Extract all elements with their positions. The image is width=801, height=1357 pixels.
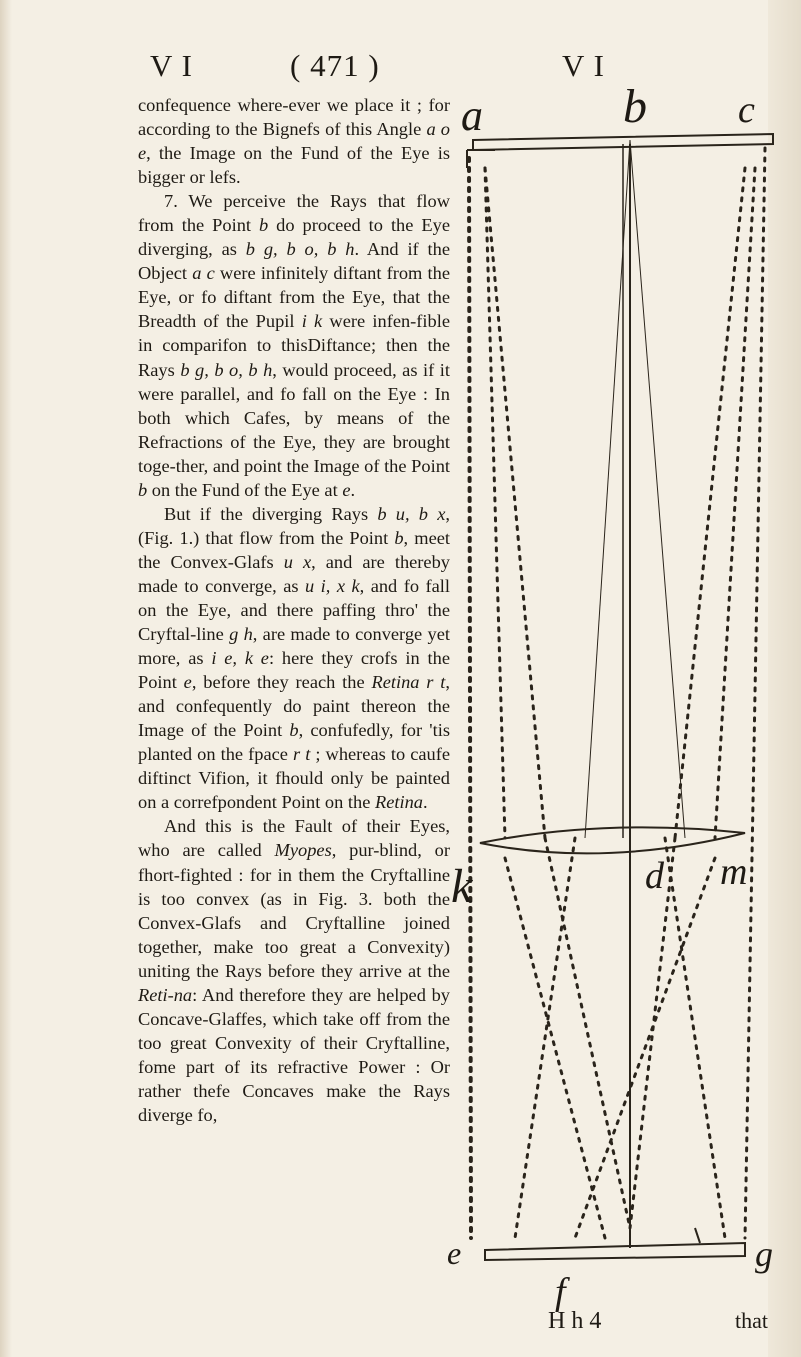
italic-term: Retina <box>374 792 423 813</box>
italic-term: Reti-na <box>138 984 193 1005</box>
ray-b-right <box>630 140 685 838</box>
ray-cross-1 <box>505 858 605 1238</box>
italic-term: e <box>342 479 351 500</box>
italic-term: a o e <box>138 119 450 164</box>
italic-term: Myopes <box>274 840 332 861</box>
bracket-a <box>467 150 495 168</box>
convex-glass-ux <box>480 827 745 853</box>
italic-term: Retina r t <box>371 672 446 693</box>
figure-label-g: g <box>755 1234 773 1274</box>
italic-term: b <box>394 527 404 548</box>
italic-term: b <box>138 479 148 500</box>
figure-label-a: a <box>461 91 483 140</box>
italic-term: g h <box>229 624 253 645</box>
italic-term: u i, x k <box>304 575 360 596</box>
ray-diagram <box>447 78 775 1313</box>
ray-left-outer <box>469 158 471 1238</box>
page-number: ( 471 ) <box>290 48 380 83</box>
figure-label-f: f <box>555 1271 566 1313</box>
optics-figure <box>447 78 775 1313</box>
figure-label-c: c <box>738 89 755 131</box>
header-left: V I <box>150 48 193 83</box>
italic-term: b <box>289 720 299 741</box>
italic-term: a c <box>192 263 215 284</box>
figure-label-k: k <box>451 860 473 913</box>
retina-bar-eg <box>485 1243 745 1260</box>
ray-cross-3 <box>515 838 575 1238</box>
header-right: V I <box>562 48 605 83</box>
page-gutter-shadow <box>0 0 12 1357</box>
italic-term: b g, b o, b h <box>245 239 355 260</box>
italic-term: b g, b o, b h <box>180 359 273 380</box>
paragraph-diverging-rays: But if the diverging Rays b u, b x, (Fig. 1.) that flow from the Point b, meet the Convex-Glafs u x, and are thereby made to converge, as u i, x k, and fo fall on the Eye, and there paffing thro' the Cryftal-line g h, are made to converge yet more, as i e, k e: here they crofs in the Point e, before they reach the Retina r t, and confequently do paint thereon the Image of the Point b, confufedly, for 'tis planted on the fpace r t ; whereas to caufe diftinct Vifion, it fhould only be painted on a correfpondent Point on the Retina. <box>138 503 451 813</box>
paragraph-7: 7. We perceive the Rays that flow from the Point b do proceed to the Eye diverging, as b g, b o, b h. And if the Object a c were infinitely diftant from the Eye, or fo diftant from the Eye, that the Breadth of the Pupil i k were infen-fible in comparifon to thisDiftance; then the Rays b g, b o, b h, would proceed, as if it were parallel, and fo fall on the Eye : In both which Cafes, by means of the Refractions of the Eye, they are brought toge-ther, and point the Image of the Point b on the Fund of the Eye at e. <box>138 191 451 500</box>
italic-term: r t <box>293 744 311 765</box>
italic-term: e <box>183 672 192 693</box>
ray-cross-4 <box>665 838 725 1238</box>
body-text <box>138 93 450 1127</box>
figure-label-d: d <box>645 855 664 897</box>
paragraph-myopes: And this is the Fault of their Eyes, who are called Myopes, pur-blind, or fhort-fighted : for in them the Cryftalline is too convex (as in Fig. 3. both the Convex-Glafs and Cryftalline joined together, make too great a Convexity) uniting the Rays before they arrive at the Reti-na: And therefore they are helped by Concave-Glaffes, which take off from the too great Convexity of their Cryftalline, fome part of its refractive Power : Or rather thefe Concaves make the Rays diverge fo, <box>138 816 450 1125</box>
italic-term: b <box>258 215 269 236</box>
figure-label-b: b <box>623 80 647 133</box>
ray-right-outer <box>745 148 765 1238</box>
ray-left-diverging <box>485 168 545 838</box>
figure-label-e: e <box>447 1235 462 1271</box>
ray-cross-2 <box>575 858 715 1238</box>
italic-term: i k <box>301 311 323 332</box>
italic-term: u x <box>283 551 312 572</box>
ray-right-diverging <box>675 168 745 838</box>
italic-term: b u, b x <box>377 503 446 524</box>
tick-g <box>695 1228 700 1243</box>
catchword: that <box>735 1308 768 1333</box>
figure-label-m: m <box>720 851 748 893</box>
italic-term: i e, k e <box>211 648 269 669</box>
signature-mark: H h 4 <box>548 1308 602 1334</box>
paragraph-continuation: confequence where-ever we place it ; for according to the Bignefs of this Angle a o e, the Image on the Fund of the Eye is bigger or lefs. <box>138 95 450 188</box>
